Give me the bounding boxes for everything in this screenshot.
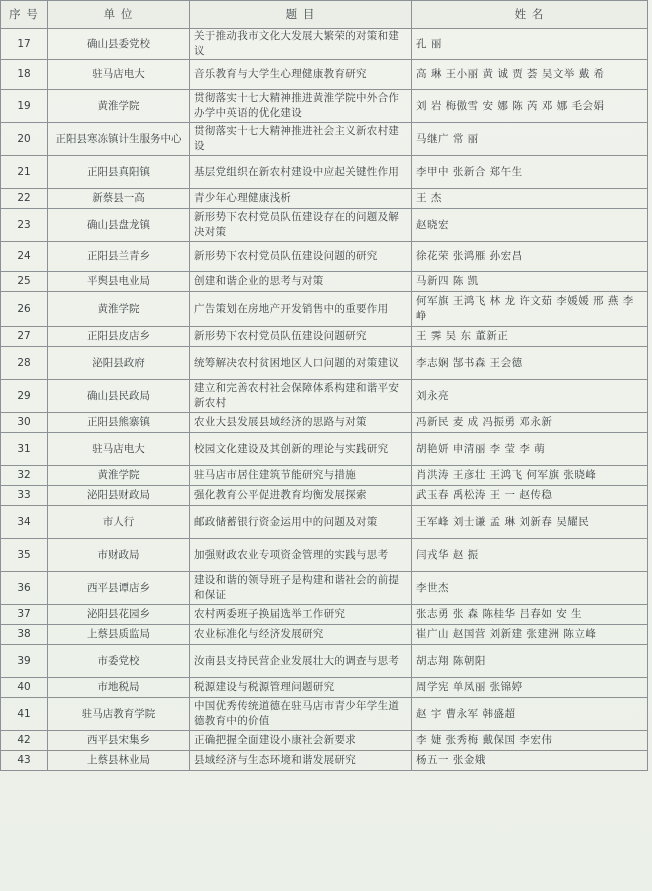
row-number: 26 (1, 292, 48, 327)
row-names: 刘永亮 (416, 389, 449, 402)
table-row (1, 731, 648, 751)
table-row (1, 698, 648, 731)
row-title-cell (190, 486, 412, 506)
row-number: 34 (1, 506, 48, 539)
row-names-cell (412, 242, 648, 272)
row-number: 33 (1, 486, 48, 506)
row-names: 李甲中 张新合 郑午生 (416, 165, 523, 178)
row-names-cell (412, 123, 648, 156)
row-number: 38 (1, 625, 48, 645)
row-title-cell (190, 751, 412, 771)
table-row (1, 209, 648, 242)
header-names: 姓 名 (412, 1, 648, 29)
row-title: 中国优秀传统道德在驻马店市青少年学生道德教育中的价值 (194, 700, 400, 727)
row-title-cell (190, 506, 412, 539)
row-names-cell (412, 625, 648, 645)
row-number: 39 (1, 645, 48, 678)
row-number: 40 (1, 678, 48, 698)
row-names-cell (412, 90, 648, 123)
row-title-cell (190, 605, 412, 625)
row-number: 22 (1, 189, 48, 209)
row-title: 县域经济与生态环境和谐发展研究 (194, 754, 356, 766)
row-names-cell (412, 466, 648, 486)
row-names: 刘 岩 梅傲雪 安 娜 陈 芮 邓 娜 毛会娟 (416, 99, 605, 112)
row-title-cell (190, 123, 412, 156)
row-names: 马继广 常 丽 (416, 132, 479, 145)
row-names-cell (412, 572, 648, 605)
row-title-cell (190, 209, 412, 242)
table-row (1, 486, 648, 506)
row-title: 新形势下农村党员队伍建设问题研究 (194, 330, 367, 342)
row-number: 41 (1, 698, 48, 731)
row-names-cell (412, 272, 648, 292)
row-names-cell (412, 506, 648, 539)
table-row (1, 60, 648, 90)
row-title: 青少年心理健康浅析 (194, 192, 292, 204)
row-title-cell (190, 29, 412, 60)
row-names: 王 杰 (416, 192, 442, 204)
table-row (1, 380, 648, 413)
row-title-cell (190, 572, 412, 605)
row-names-cell (412, 156, 648, 189)
row-names: 马新四 陈 凯 (416, 275, 479, 287)
row-title-cell (190, 242, 412, 272)
table-row (1, 156, 648, 189)
row-names-cell (412, 60, 648, 90)
row-title-cell (190, 731, 412, 751)
table-body (1, 29, 648, 771)
row-title: 建立和完善农村社会保障体系构建和谐平安新农村 (194, 382, 400, 409)
row-title-cell (190, 189, 412, 209)
row-number: 17 (1, 29, 48, 60)
table-row (1, 466, 648, 486)
row-names-cell (412, 380, 648, 413)
row-title-cell (190, 625, 412, 645)
row-title-cell (190, 678, 412, 698)
table-row (1, 506, 648, 539)
row-number: 42 (1, 731, 48, 751)
row-names: 杨五一 张金娥 (416, 754, 486, 766)
row-unit: 驻马店教育学院 (48, 698, 190, 731)
row-number: 32 (1, 466, 48, 486)
table-row (1, 625, 648, 645)
row-names-cell (412, 698, 648, 731)
row-title-cell (190, 539, 412, 572)
row-title-cell (190, 466, 412, 486)
row-title-cell (190, 60, 412, 90)
row-title-cell (190, 156, 412, 189)
row-names-cell (412, 413, 648, 433)
row-title: 农业标准化与经济发展研究 (194, 628, 324, 640)
row-names: 王军峰 刘士谦 孟 琳 刘新春 吴耀民 (416, 515, 590, 528)
row-names-cell (412, 292, 648, 327)
row-names-cell (412, 678, 648, 698)
table-row (1, 272, 648, 292)
table-row (1, 605, 648, 625)
table-row (1, 189, 648, 209)
row-title-cell (190, 327, 412, 347)
row-names: 崔广山 赵国营 刘新建 张建洲 陈立峰 (416, 628, 597, 640)
table-row (1, 413, 648, 433)
table-row (1, 242, 648, 272)
row-title: 校园文化建设及其创新的理论与实践研究 (194, 442, 389, 455)
row-names-cell (412, 327, 648, 347)
row-names: 李 婕 张秀梅 戴保国 李宏伟 (416, 734, 553, 746)
row-title: 统筹解决农村贫困地区人口问题的对策建议 (194, 356, 400, 369)
row-unit: 正阳县皮店乡 (48, 327, 190, 347)
row-unit: 正阳县真阳镇 (48, 156, 190, 189)
table-row (1, 751, 648, 771)
row-title-cell (190, 90, 412, 123)
row-names: 王 霁 吴 东 董新正 (416, 330, 509, 342)
row-number: 27 (1, 327, 48, 347)
row-number: 36 (1, 572, 48, 605)
table-row (1, 572, 648, 605)
row-names: 武玉春 禹松涛 王 一 赵传稳 (416, 489, 553, 501)
row-title: 税源建设与税源管理问题研究 (194, 681, 335, 693)
row-names: 赵 宇 曹永军 韩盛超 (416, 707, 516, 720)
row-title-cell (190, 380, 412, 413)
row-title-cell (190, 433, 412, 466)
row-title: 加强财政农业专项资金管理的实践与思考 (194, 548, 389, 561)
table-row (1, 327, 648, 347)
row-unit: 黄淮学院 (48, 90, 190, 123)
row-unit: 黄淮学院 (48, 292, 190, 327)
row-number: 37 (1, 605, 48, 625)
row-number: 21 (1, 156, 48, 189)
row-unit: 市地税局 (48, 678, 190, 698)
table-row (1, 90, 648, 123)
row-number: 24 (1, 242, 48, 272)
row-names: 张志勇 张 森 陈桂华 吕春如 安 生 (416, 608, 583, 620)
row-title: 强化教育公平促进教育均衡发展探索 (194, 489, 367, 501)
row-unit: 西平县谭店乡 (48, 572, 190, 605)
row-number: 30 (1, 413, 48, 433)
row-title-cell (190, 645, 412, 678)
row-title: 新形势下农村党员队伍建设存在的问题及解决对策 (194, 211, 400, 238)
row-number: 43 (1, 751, 48, 771)
row-title-cell (190, 292, 412, 327)
row-title: 新形势下农村党员队伍建设问题的研究 (194, 250, 378, 262)
row-number: 29 (1, 380, 48, 413)
row-unit: 驻马店电大 (48, 60, 190, 90)
table-header-row (1, 1, 648, 29)
row-title-cell (190, 347, 412, 380)
row-unit: 泌阳县花园乡 (48, 605, 190, 625)
header-no: 序 号 (1, 1, 48, 29)
row-names-cell (412, 751, 648, 771)
row-names-cell (412, 539, 648, 572)
row-names: 何军旗 王鸿飞 林 龙 许文茹 李媛媛 邢 燕 李 峥 (416, 295, 638, 322)
row-unit: 确山县盘龙镇 (48, 209, 190, 242)
row-unit: 正阳县兰青乡 (48, 242, 190, 272)
row-unit: 新蔡县一高 (48, 189, 190, 209)
row-unit: 正阳县熊寨镇 (48, 413, 190, 433)
row-number: 23 (1, 209, 48, 242)
row-title: 正确把握全面建设小康社会新要求 (194, 734, 356, 746)
row-unit: 西平县宋集乡 (48, 731, 190, 751)
row-names-cell (412, 486, 648, 506)
row-title: 贯彻落实十七大精神推进黄淮学院中外合作办学中英语的优化建设 (194, 92, 400, 119)
row-title: 邮政储蓄银行资金运用中的问题及对策 (194, 515, 378, 528)
row-names: 孔 丽 (416, 37, 442, 50)
row-names-cell (412, 347, 648, 380)
row-title: 音乐教育与大学生心理健康教育研究 (194, 68, 367, 80)
row-names: 徐花荣 张鸿雁 孙宏昌 (416, 250, 523, 262)
row-number: 31 (1, 433, 48, 466)
row-unit: 市委党校 (48, 645, 190, 678)
table-row (1, 29, 648, 60)
row-title: 驻马店市居住建筑节能研究与措施 (194, 469, 356, 481)
row-names: 周学宪 单凤丽 张锦婷 (416, 681, 523, 693)
row-unit: 确山县民政局 (48, 380, 190, 413)
row-names-cell (412, 645, 648, 678)
row-number: 20 (1, 123, 48, 156)
row-names: 李世杰 (416, 581, 449, 594)
row-names-cell (412, 731, 648, 751)
row-title: 关于推动我市文化大发展大繁荣的对策和建议 (194, 30, 400, 57)
row-names: 李志娴 郜书森 王会德 (416, 356, 523, 369)
row-names-cell (412, 29, 648, 60)
row-names: 肖洪涛 王彦壮 王鸿飞 何军旗 张晓峰 (416, 469, 597, 481)
row-unit: 上蔡县林业局 (48, 751, 190, 771)
row-unit: 平舆县电业局 (48, 272, 190, 292)
row-unit: 泌阳县政府 (48, 347, 190, 380)
row-names: 胡志翔 陈朝阳 (416, 654, 486, 667)
header-title: 题 目 (190, 1, 412, 29)
row-title-cell (190, 272, 412, 292)
table-row (1, 645, 648, 678)
row-names: 高 琳 王小丽 黄 诚 贾 荟 吴文举 戴 希 (416, 68, 605, 80)
row-title: 创建和谐企业的思考与对策 (194, 275, 324, 287)
row-unit: 黄淮学院 (48, 466, 190, 486)
table-row (1, 292, 648, 327)
row-title: 基层党组织在新农村建设中应起关键性作用 (194, 165, 400, 178)
row-names-cell (412, 189, 648, 209)
row-number: 35 (1, 539, 48, 572)
row-unit: 泌阳县财政局 (48, 486, 190, 506)
table-row (1, 678, 648, 698)
row-unit: 确山县委党校 (48, 29, 190, 60)
row-title: 汝南县支持民营企业发展壮大的调查与思考 (194, 654, 400, 667)
row-names-cell (412, 433, 648, 466)
row-names-cell (412, 605, 648, 625)
row-unit: 驻马店电大 (48, 433, 190, 466)
row-title-cell (190, 698, 412, 731)
table-row (1, 539, 648, 572)
row-title: 农村两委班子换届选举工作研究 (194, 608, 346, 620)
row-names-cell (412, 209, 648, 242)
row-names: 冯新民 麦 成 冯振勇 邓永新 (416, 416, 553, 428)
table-row (1, 347, 648, 380)
table-row (1, 123, 648, 156)
row-unit: 市财政局 (48, 539, 190, 572)
row-number: 19 (1, 90, 48, 123)
row-unit: 正阳县寒冻镇计生服务中心 (48, 123, 190, 156)
row-unit: 市人行 (48, 506, 190, 539)
row-names: 赵晓宏 (416, 218, 449, 231)
row-names: 胡艳妍 申清丽 李 莹 李 萌 (416, 442, 546, 455)
row-title: 农业大县发展县域经济的思路与对策 (194, 416, 367, 428)
row-number: 28 (1, 347, 48, 380)
row-title: 贯彻落实十七大精神推进社会主义新农村建设 (194, 125, 400, 152)
row-title: 广告策划在房地产开发销售中的重要作用 (194, 302, 389, 315)
row-title-cell (190, 413, 412, 433)
row-title: 建设和谐的领导班子是构建和谐社会的前提和保证 (194, 574, 400, 601)
row-names: 闫戎华 赵 振 (416, 548, 479, 561)
table-row (1, 433, 648, 466)
row-number: 18 (1, 60, 48, 90)
row-number: 25 (1, 272, 48, 292)
header-unit: 单 位 (48, 1, 190, 29)
row-unit: 上蔡县质监局 (48, 625, 190, 645)
